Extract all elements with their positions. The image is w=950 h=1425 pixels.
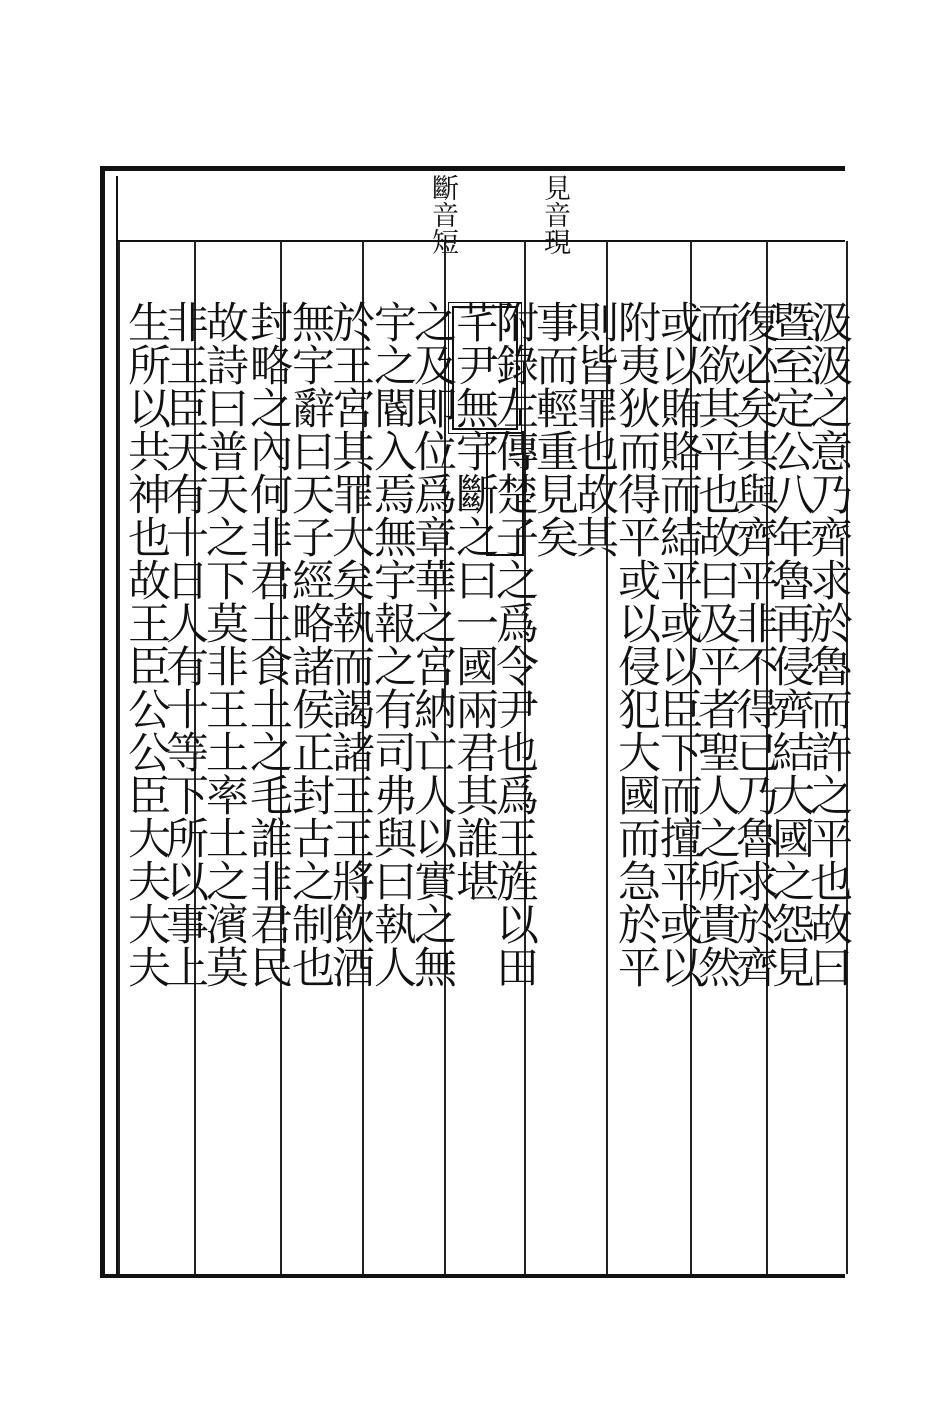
text-column: 於王宮其罪大矣執而謁諸王王將飲酒 [325,300,375,988]
text-column: 生所以共神也故王臣公公臣大夫大夫 [121,300,171,988]
text-column: 之及即位爲章華之宮納亡人以實之無 [407,300,457,988]
text-column: 或以賄賂而結平或以臣下而擅平或以 [653,300,703,988]
text-column: 暨至定公八年魯再侵齊結大國之怨見 [765,300,815,988]
text-column: 則皆罪也故其 [569,300,619,558]
text-column: 復必矣其與齊平非不得已乃魯求於齊 [729,300,779,988]
top-border [100,166,845,171]
text-column: 而欲其平也故曰及平者聖人之所貴然 [691,300,741,988]
text-column: 封略之內何非君土食土之毛誰非君民 [243,300,293,988]
header-gloss-left: 斷音短 [427,174,458,255]
text-column: 無宇辭曰天子經略諸侯正封古之制也 [285,300,335,988]
text-column: 附夷狄而得平或以侵犯大國而急於平 [611,300,661,988]
text-column: 附錄左傳楚子之爲令尹也爲王旌以田 [489,300,539,988]
text-column: 芊尹無宇斷之曰一國兩君其誰堪 [449,300,499,902]
text-column: 故詩曰普天之下莫非王土率土之濱莫 [199,300,249,988]
text-column: 非王臣天有十日人有十等下所以事上 [159,300,209,988]
header-border [118,240,845,242]
header-gloss-right: 見音現 [539,174,570,255]
text-column: 事而輕重見矣 [529,300,579,558]
text-column: 宇之閽入焉無宇報之有司弗與曰執人 [367,300,417,988]
text-column: 汲汲之意乃齊求於魯而許之平也故曰 [803,300,853,988]
